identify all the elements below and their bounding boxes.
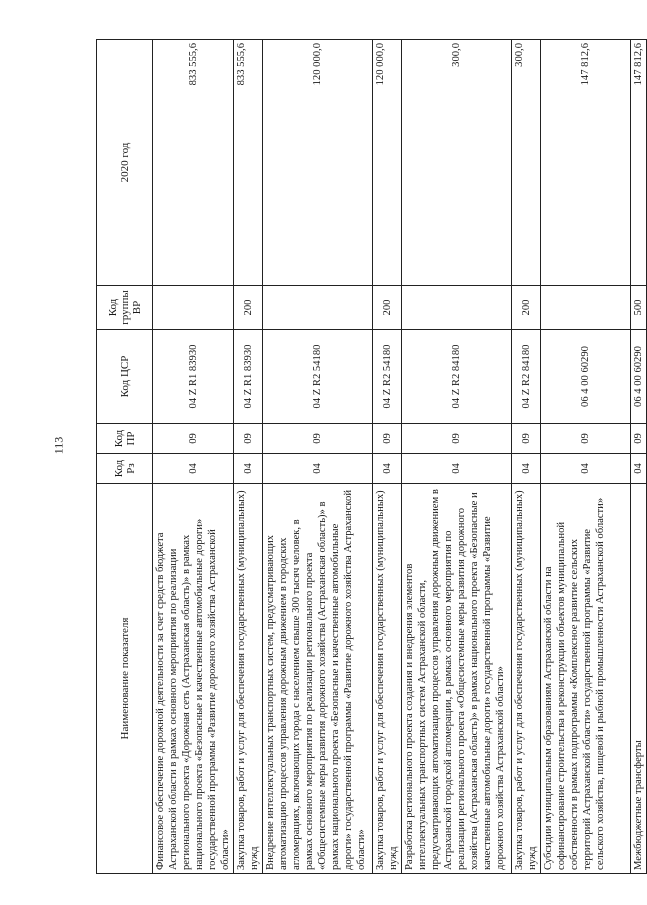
table-row: [512, 40, 541, 874]
row-csr: 04 Z R1 83930: [234, 330, 263, 424]
table-row: [402, 40, 512, 874]
row-csr: 04 Z R2 54180: [263, 330, 373, 424]
row-rz: 04: [373, 454, 402, 484]
row-rz: 04: [153, 454, 234, 484]
row-rz: 04: [512, 454, 541, 484]
row-pr: 09: [234, 424, 263, 454]
table-row: [263, 40, 373, 874]
row-name: Закупка товаров, работ и услуг для обеспечения государственных (муниципальных) нужд: [512, 484, 541, 874]
row-vr: 500: [631, 286, 647, 330]
budget-table: [96, 39, 647, 874]
row-name: Закупка товаров, работ и услуг для обеспечения государственных (муниципальных) нужд: [373, 484, 402, 874]
row-vr: [402, 286, 512, 330]
row-rz: 04: [402, 454, 512, 484]
row-rz: 04: [631, 454, 647, 484]
header-csr: Код ЦСР: [97, 330, 153, 424]
row-pr: 09: [373, 424, 402, 454]
header-rz: Код Рз: [97, 454, 153, 484]
row-vr: [263, 286, 373, 330]
row-value: 120 000,0: [373, 40, 402, 286]
row-csr: 04 Z R2 54180: [373, 330, 402, 424]
row-value: 833 555,6: [234, 40, 263, 286]
table-container: [96, 40, 644, 874]
row-vr: [153, 286, 234, 330]
row-csr: 04 Z R2 84180: [512, 330, 541, 424]
row-rz: 04: [234, 454, 263, 484]
page-number: 113: [51, 436, 66, 455]
row-rz: 04: [541, 454, 631, 484]
row-name: Внедрение интеллектуальных транспортных систем, предусматривающих автоматизацию процессов управления дорожным движением в городских агломерациях, включающих города с населением свыше 300 тысяч человек, в рамках основного мероприятия по реализации регионального проекта «Общесистемные меры развития дорожного хозяйства (Астраханская область)» в рамках национального проекта «Безопасные и качественные автомобильные дороги» государственной программы «Развитие дорожного хозяйства Астраханской области»: [263, 484, 373, 874]
row-pr: 09: [263, 424, 373, 454]
row-vr: [541, 286, 631, 330]
row-csr: 06 4 00 60290: [631, 330, 647, 424]
row-value: 147 812,6: [541, 40, 631, 286]
table-row: [373, 40, 402, 874]
table-row: [631, 40, 647, 874]
row-vr: 200: [512, 286, 541, 330]
row-vr: 200: [234, 286, 263, 330]
table-row: [153, 40, 234, 874]
row-pr: 09: [153, 424, 234, 454]
header-name: Наименование показателя: [97, 484, 153, 874]
row-pr: 09: [541, 424, 631, 454]
row-name: Разработка регионального проекта создания и внедрения элементов интеллектуальных транспортных систем Астраханской области, предусматривающих автоматизацию процессов управления дорожным движением в Астраханской городской агломерации, в рамках основного мероприятия по реализации регионального проекта «Общесистемные меры развития дорожного хозяйства (Астраханская область)» в рамках национального проекта «Безопасные и качественные автомобильные дороги» государственной программы «Развитие дорожного хозяйства Астраханской области»: [402, 484, 512, 874]
row-pr: 09: [631, 424, 647, 454]
row-csr: 04 Z R2 84180: [402, 330, 512, 424]
row-name: Финансовое обеспечение дорожной деятельности за счет средств бюджета Астраханской области в рамках основного мероприятия по реализации регионального проекта «Дорожная сеть (Астраханская область)» в рамках национального проекта «Безопасные и качественные автомобильные дороги» государственной программы «Развитие дорожного хозяйства Астраханской области»: [153, 484, 234, 874]
row-csr: 06 4 00 60290: [541, 330, 631, 424]
header-pr: Код ПР: [97, 424, 153, 454]
table-row: [541, 40, 631, 874]
row-value: 120 000,0: [263, 40, 373, 286]
row-pr: 09: [402, 424, 512, 454]
row-vr: 200: [373, 286, 402, 330]
row-name: Межбюджетные трансферты: [631, 484, 647, 874]
header-year: 2020 год: [97, 40, 153, 286]
header-vr: Код группы ВР: [97, 286, 153, 330]
row-name: Закупка товаров, работ и услуг для обеспечения государственных (муниципальных) нужд: [234, 484, 263, 874]
row-value: 300,0: [512, 40, 541, 286]
row-rz: 04: [263, 454, 373, 484]
row-pr: 09: [512, 424, 541, 454]
row-value: 147 812,6: [631, 40, 647, 286]
row-value: 300,0: [402, 40, 512, 286]
row-value: 833 555,6: [153, 40, 234, 286]
row-name: Субсидии муниципальным образованиям Астраханской области на софинансирование строительства и реконструкции объектов муниципальной собственности в рамках подпрограммы «Комплексное развитие сельских территорий Астраханской области» государственной программы «Развитие сельского хозяйства, пищевой и рыбной промышленности Астраханской области»: [541, 484, 631, 874]
rotated-table-area: [96, 40, 644, 874]
header-row: [97, 40, 153, 874]
table-row: [234, 40, 263, 874]
row-csr: 04 Z R1 83930: [153, 330, 234, 424]
